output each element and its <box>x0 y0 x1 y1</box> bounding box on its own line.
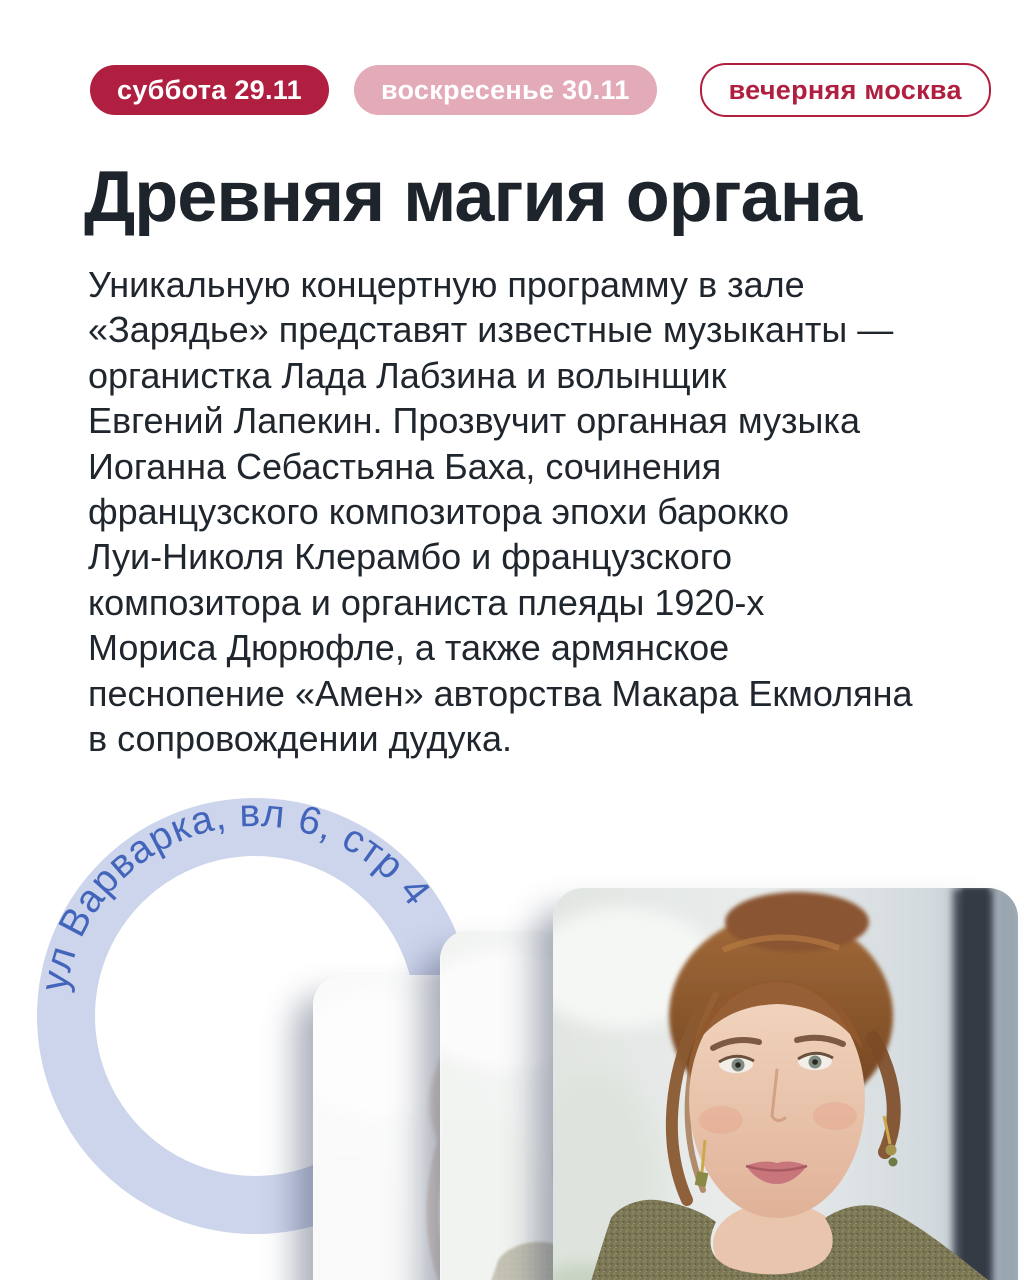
photo-card-front <box>553 888 1018 1280</box>
date-badge-sunday: воскресенье 30.11 <box>354 65 657 115</box>
portrait-photo <box>553 888 1018 1280</box>
body-line: органистка Лада Лабзина и волынщик <box>88 354 727 396</box>
brand-badge: вечерняя москва <box>700 63 991 117</box>
body-line: Евгений Лапекин. Прозвучит органная музыка <box>88 400 860 442</box>
body-line: песнопение «Амен» авторства Макара Екмоляна <box>88 672 913 714</box>
body-line: «Зарядье» представят известные музыканты — <box>88 309 894 351</box>
badge-row <box>90 63 991 117</box>
article-body <box>88 262 913 761</box>
page-title: Древняя магия органа <box>84 157 862 237</box>
body-line: в сопровождении дудука. <box>88 718 513 760</box>
body-line: французского композитора эпохи барокко <box>88 491 789 533</box>
date-badge-saturday: суббота 29.11 <box>90 65 329 115</box>
body-line: композитора и органиста плеяды 1920-х <box>88 581 765 623</box>
body-line: Мориса Дюрюфле, а также армянское <box>88 627 730 669</box>
body-line: Иоганна Себастьяна Баха, сочинения <box>88 445 722 487</box>
body-line: Луи-Николя Клерамбо и французского <box>88 536 733 578</box>
address-text: ул Варварка, вл 6, стр 4 <box>32 791 439 995</box>
body-line: Уникальную концертную программу в зале <box>88 264 805 305</box>
